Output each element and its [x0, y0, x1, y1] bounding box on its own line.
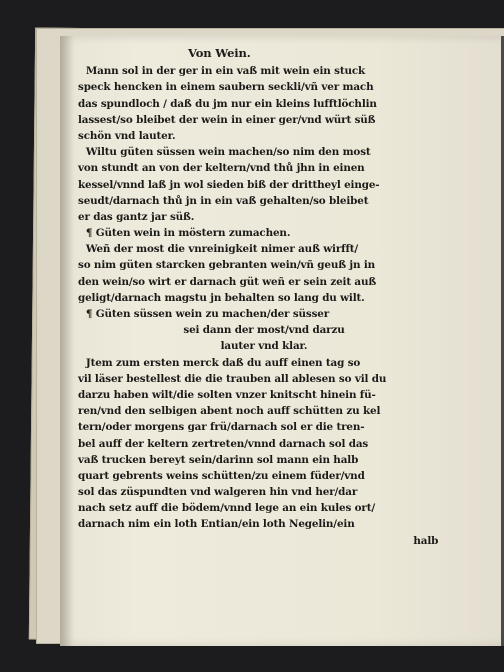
- text-line: sei dann der most/vnd darzu: [183, 324, 345, 337]
- text-line: so nim güten starcken gebranten wein/vñ geuß jn in: [78, 259, 376, 272]
- text-line: geligt/darnach magstu jn behalten so lang du wilt.: [78, 291, 365, 304]
- text-line: kessel/vnnd laß jn wol sieden biß der drittheyl einge-: [78, 178, 380, 191]
- text-line: den wein/so wirt er darnach güt weñ er sein zeit auß: [78, 275, 377, 288]
- text-line: vaß trucken bereyt sein/darinn sol mann ein halb: [78, 453, 359, 466]
- text-line: halb: [413, 534, 439, 547]
- text-line: ¶ Güten wein in möstern zumachen.: [85, 227, 291, 240]
- text-line: er das gantz jar süß.: [78, 210, 195, 223]
- text-line: quart gebrents weins schütten/zu einem füder/vnd: [78, 469, 365, 482]
- text-line: speck hencken in einem saubern seckli/vñ ver mach: [78, 81, 374, 94]
- page-heading: Von Wein.: [188, 46, 251, 60]
- text-line: Wiltu güten süssen wein machen/so nim den most: [85, 146, 371, 159]
- text-line: darnach nim ein loth Entian/ein loth Negelin/ein: [78, 518, 355, 531]
- text-line: Weñ der most die vnreinigkeit nimer auß wirfft/: [85, 243, 359, 256]
- text-line: lauter vnd klar.: [220, 340, 308, 353]
- text-line: lassest/so bleibet der wein in einer ger/vnd würt süß: [78, 113, 376, 126]
- text-line: bel auff der keltern zertreten/vnnd darnach sol das: [78, 437, 369, 450]
- text-line: Jtem zum ersten merck daß du auff einen tag so: [85, 356, 361, 369]
- text-line: tern/oder morgens gar frü/darnach sol er die tren-: [78, 421, 365, 434]
- text-line: darzu haben wilt/die solten vnzer knitscht hinein fü-: [78, 388, 376, 401]
- text-line: schön vnd lauter.: [78, 129, 176, 142]
- text-line: seudt/darnach thů jn in ein vaß gehalten/so bleibet: [78, 194, 369, 207]
- text-line: ¶ Güten süssen wein zu machen/der süsser: [85, 308, 330, 320]
- text-line: von stundt an von der keltern/vnd thů jhn in einen: [78, 162, 365, 175]
- page-text-block: [78, 45, 458, 549]
- text-lines: [78, 63, 458, 549]
- page-gutter-shadow: [60, 36, 74, 646]
- text-line: das spundloch / daß du jm nur ein kleins lufftlöchlin: [78, 97, 377, 110]
- text-line: sol das züspundten vnd walgeren hin vnd her/dar: [78, 486, 358, 499]
- text-line: vil läser bestellest die die trauben all ablesen so vil du: [78, 372, 387, 385]
- text-line: ren/vnd den selbigen abent noch auff schütten zu kel: [78, 405, 381, 418]
- text-line: nach setz auff die bödem/vnnd lege an ein kules ort/: [78, 502, 375, 515]
- text-line: Mann sol in der ger in ein vaß mit wein ein stuck: [85, 65, 366, 78]
